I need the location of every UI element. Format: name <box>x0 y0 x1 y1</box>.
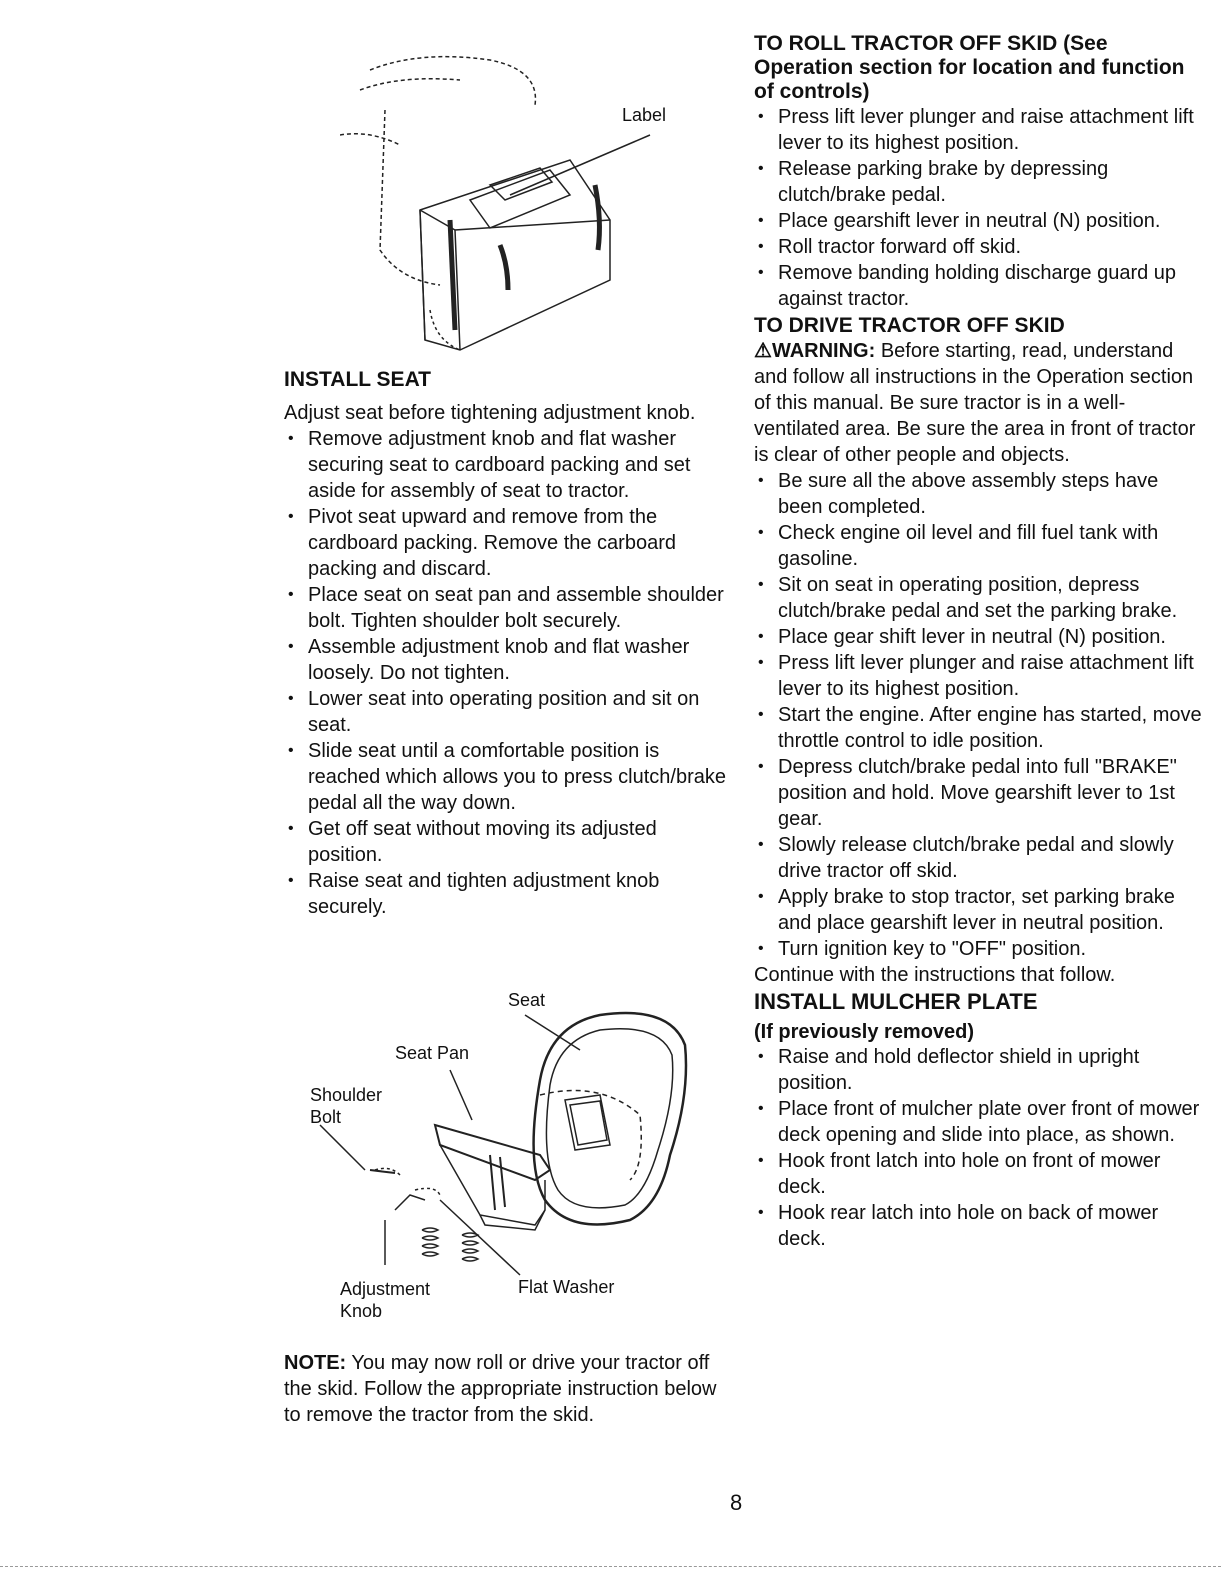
list-item: • Place gearshift lever in neutral (N) position. <box>754 208 1204 234</box>
list-item: • Place seat on seat pan and assemble shoulder bolt. Tighten shoulder bolt securely. <box>284 582 734 634</box>
battery-label-callout: Label <box>622 105 667 125</box>
roll-off-steps <box>754 104 1204 312</box>
list-item: • Assemble adjustment knob and flat washer loosely. Do not tighten. <box>284 634 734 686</box>
list-item: • Release parking brake by depressing clutch/brake pedal. <box>754 156 1204 208</box>
warning-triangle-icon: ⚠ <box>754 340 772 362</box>
list-item: • Remove adjustment knob and flat washer securing seat to cardboard packing and set aside for assembly of seat to tractor. <box>284 426 734 504</box>
list-item: • Raise and hold deflector shield in upright position. <box>754 1044 1204 1096</box>
page-edge-divider <box>0 1566 1221 1569</box>
install-seat-intro: Adjust seat before tightening adjustment knob. <box>284 402 696 424</box>
list-item: • Place gear shift lever in neutral (N) position. <box>754 624 1204 650</box>
note-paragraph <box>284 1350 734 1428</box>
battery-illustration <box>340 50 700 360</box>
warning-label: WARNING: <box>771 340 876 362</box>
list-item: • Lower seat into operating position and sit on seat. <box>284 686 734 738</box>
list-item: • Apply brake to stop tractor, set parking brake and place gearshift lever in neutral position. <box>754 884 1204 936</box>
mulcher-steps <box>754 1044 1204 1252</box>
list-item: • Press lift lever plunger and raise attachment lift lever to its highest position. <box>754 650 1204 702</box>
list-item: • Slowly release clutch/brake pedal and slowly drive tractor off skid. <box>754 832 1204 884</box>
list-item: • Sit on seat in operating position, depress clutch/brake pedal and set the parking brake. <box>754 572 1204 624</box>
list-item: • Start the engine. After engine has started, move throttle control to idle position. <box>754 702 1204 754</box>
install-seat-heading: INSTALL SEAT <box>284 368 431 391</box>
list-item: • Place front of mulcher plate over front of mower deck opening and slide into place, as shown. <box>754 1096 1204 1148</box>
list-item: • Slide seat until a comfortable position is reached which allows you to press clutch/brake pedal all the way down. <box>284 738 734 816</box>
warning-paragraph <box>754 338 1204 468</box>
list-item: • Press lift lever plunger and raise attachment lift lever to its highest position. <box>754 104 1204 156</box>
install-seat-section <box>284 368 734 920</box>
adjustment-knob-callout-line2: Knob <box>340 1301 383 1321</box>
battery-diagram <box>340 50 700 360</box>
seat-diagram <box>300 985 710 1325</box>
install-seat-steps <box>284 426 734 920</box>
list-item: • Pivot seat upward and remove from the cardboard packing. Remove the carboard packing and discard. <box>284 504 734 582</box>
mulcher-heading: INSTALL MULCHER PLATE <box>754 989 1038 1014</box>
flat-washer-callout: Flat Washer <box>518 1277 615 1297</box>
drive-off-heading: TO DRIVE TRACTOR OFF SKID <box>754 314 1065 337</box>
list-item: • Turn ignition key to "OFF" position. <box>754 936 1204 962</box>
list-item: • Check engine oil level and fill fuel tank with gasoline. <box>754 520 1204 572</box>
list-item: • Hook rear latch into hole on back of mower deck. <box>754 1200 1204 1252</box>
right-column <box>754 32 1204 1252</box>
warning-text: Before starting, read, understand and follow all instructions in the Operation section of this manual. Be sure tractor is in a well-ventilated area. Be sure the area in front of tractor is clear of other people and objects. <box>754 340 1196 466</box>
list-item: • Depress clutch/brake pedal into full "BRAKE" position and hold. Move gearshift lever to 1st gear. <box>754 754 1204 832</box>
shoulder-bolt-callout-line1: Shoulder <box>310 1085 383 1105</box>
list-item: • Get off seat without moving its adjusted position. <box>284 816 734 868</box>
list-item: • Raise seat and tighten adjustment knob securely. <box>284 868 734 920</box>
continue-text: Continue with the instructions that follow. <box>754 964 1116 986</box>
shoulder-bolt-callout-line2: Bolt <box>310 1107 342 1127</box>
list-item: • Be sure all the above assembly steps have been completed. <box>754 468 1204 520</box>
mulcher-subheading: (If previously removed) <box>754 1021 975 1043</box>
list-item: • Roll tractor forward off skid. <box>754 234 1204 260</box>
adjustment-knob-callout-line1: Adjustment <box>340 1279 431 1299</box>
list-item: • Hook front latch into hole on front of mower deck. <box>754 1148 1204 1200</box>
page-number: 8 <box>730 1490 743 1515</box>
seat-illustration <box>300 985 710 1325</box>
list-item: • Remove banding holding discharge guard up against tractor. <box>754 260 1204 312</box>
seat-callout: Seat <box>508 990 546 1010</box>
note-text: You may now roll or drive your tractor off the skid. Follow the appropriate instruction below to remove the tractor from the skid. <box>284 1352 717 1426</box>
seat-pan-callout: Seat Pan <box>395 1043 470 1063</box>
note-label: NOTE: <box>284 1352 347 1374</box>
drive-off-steps <box>754 468 1204 962</box>
roll-off-heading: TO ROLL TRACTOR OFF SKID (See Operation section for location and function of controls) <box>754 32 1185 103</box>
